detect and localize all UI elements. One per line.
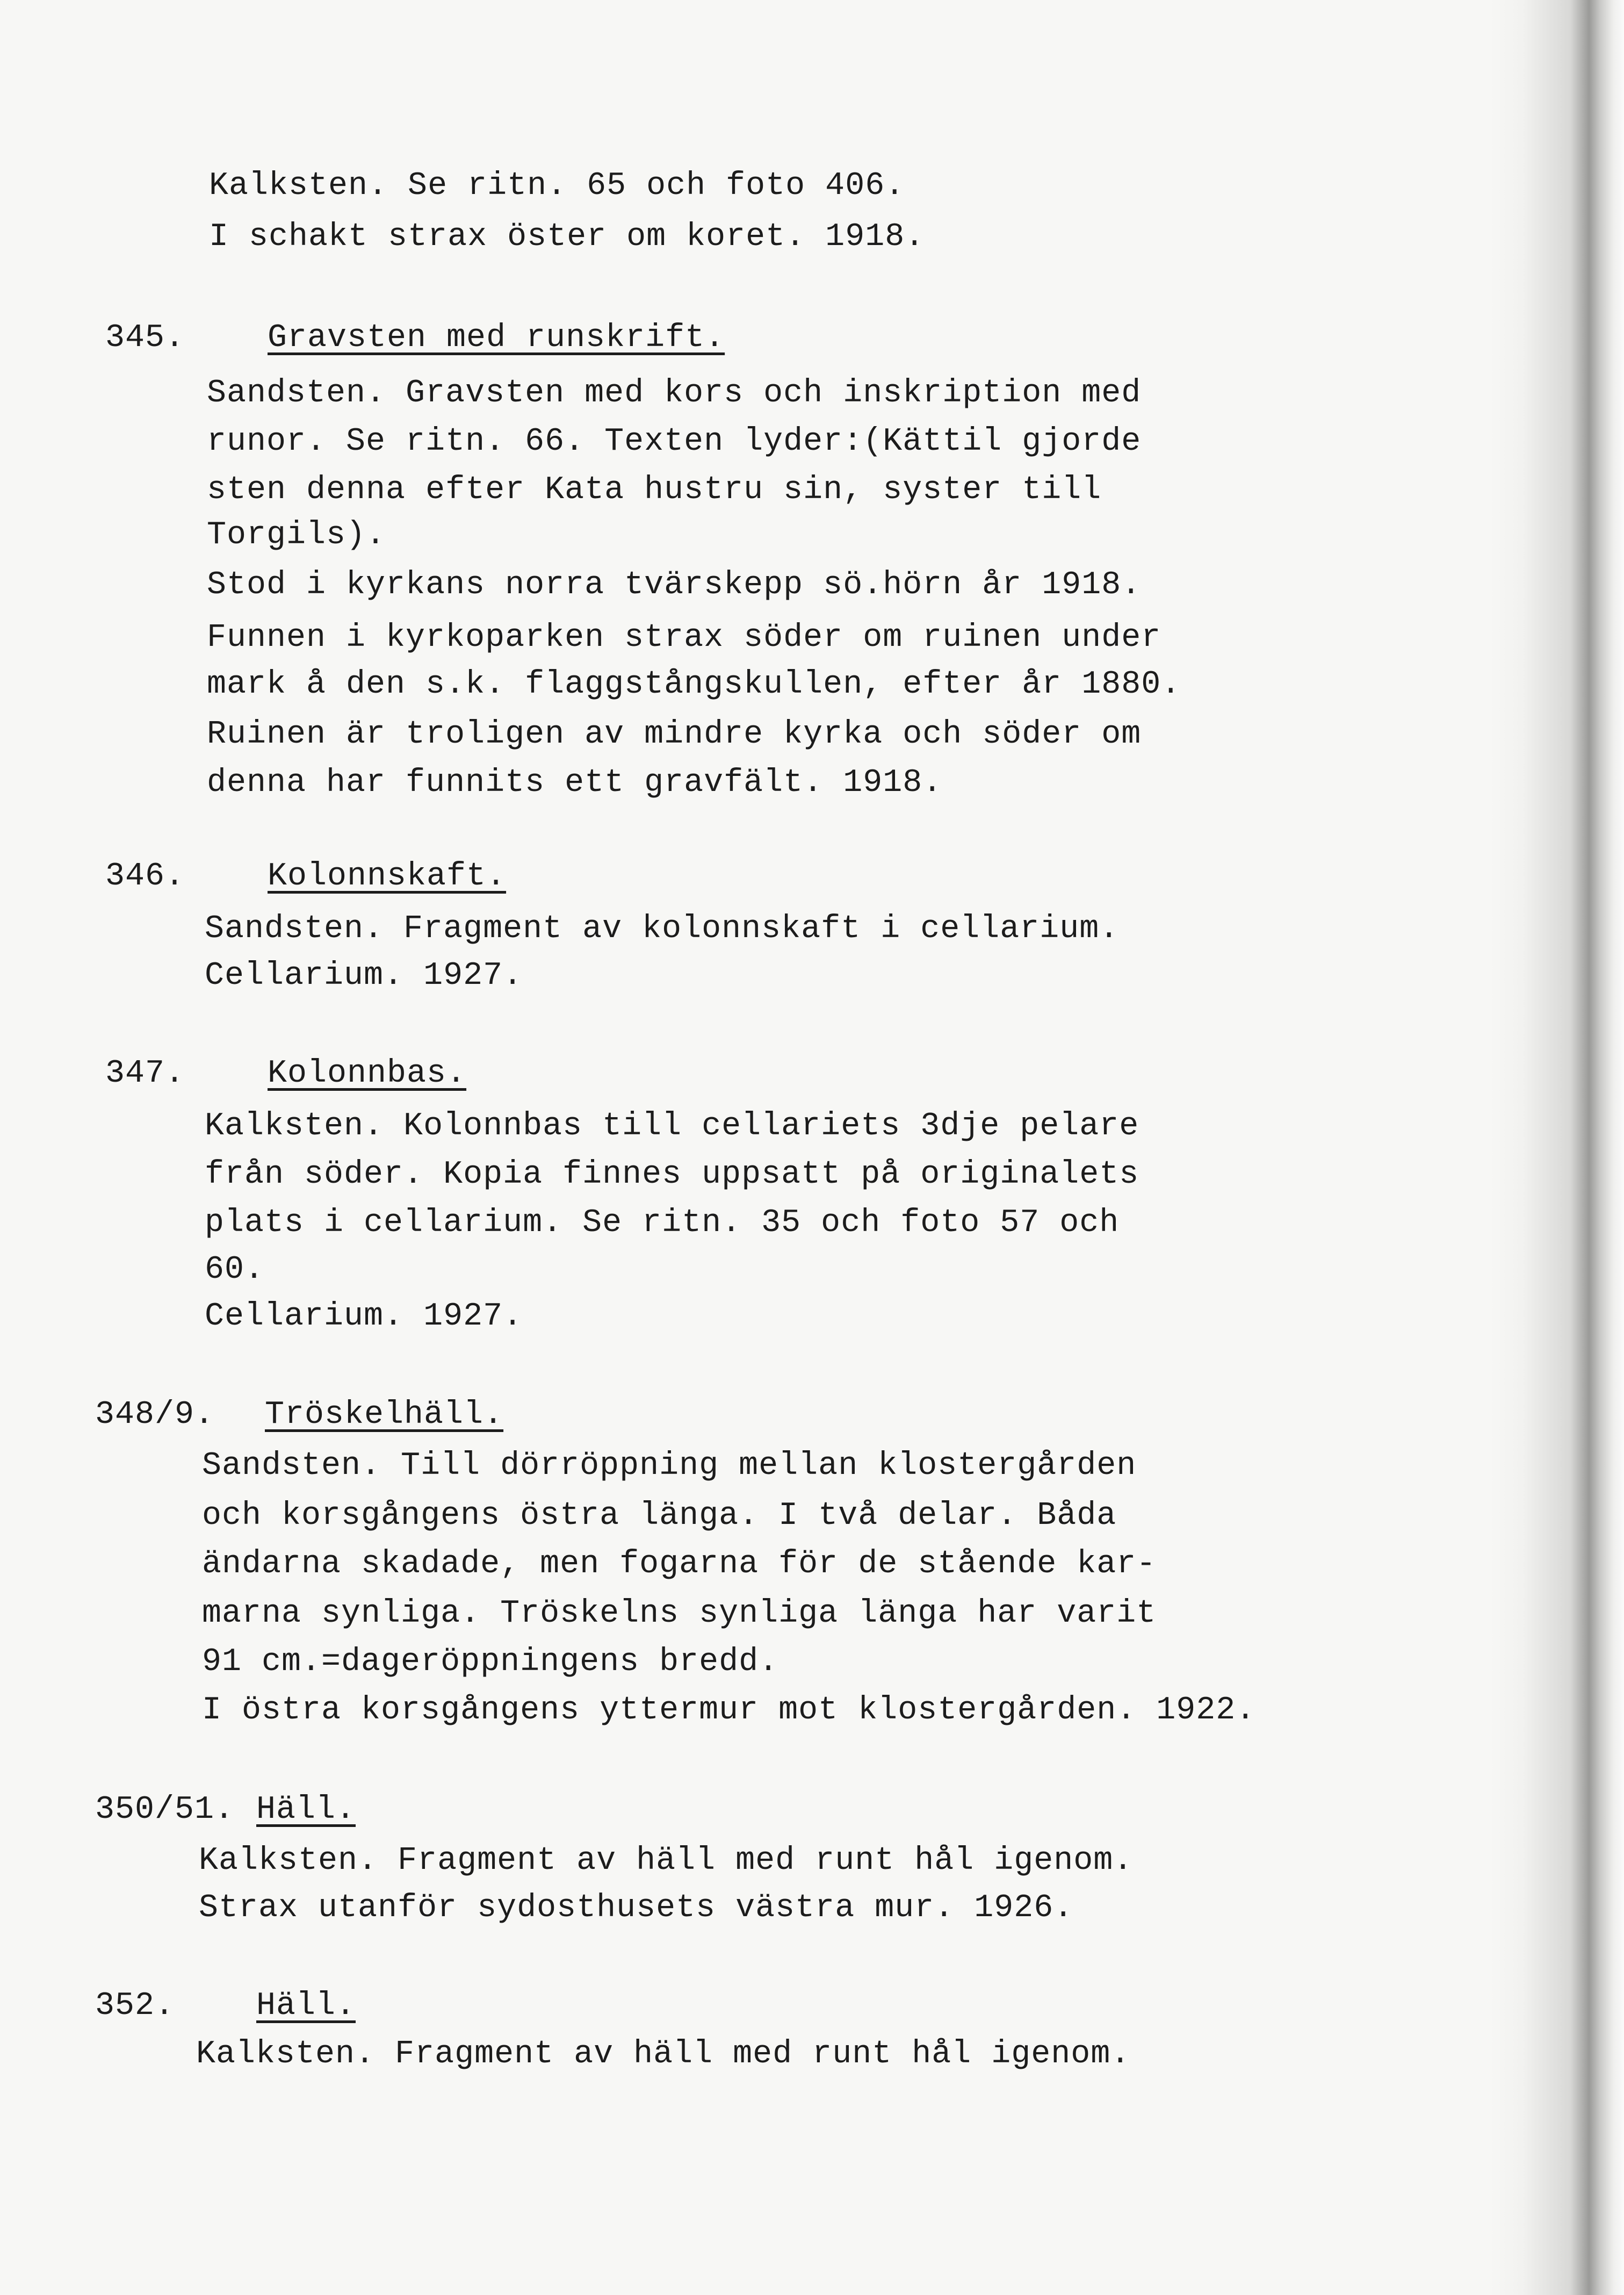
entry-line: från söder. Kopia finnes uppsatt på originalets: [205, 1156, 1139, 1193]
entry-title: Kolonnskaft.: [268, 858, 507, 895]
entry-number: 350/51.: [95, 1792, 235, 1828]
entry-title: Häll.: [256, 1792, 356, 1828]
entry-line: marna synliga. Tröskelns synliga länga har varit: [202, 1595, 1157, 1632]
entry-line: Torgils).: [207, 517, 386, 553]
entry-line: Sandsten. Till dörröppning mellan klostergården: [202, 1448, 1137, 1484]
entry-line: Kalksten. Kolonnbas till cellariets 3dje pelare: [205, 1108, 1139, 1145]
entry-line: sten denna efter Kata hustru sin, syster till: [207, 472, 1102, 508]
entry-line: Ruinen är troligen av mindre kyrka och söder om: [207, 716, 1142, 753]
entry-line: Funnen i kyrkoparken strax söder om ruinen under: [207, 620, 1161, 656]
entry-line: Kalksten. Fragment av häll med runt hål igenom.: [199, 1843, 1134, 1879]
entry-line: Sandsten. Fragment av kolonnskaft i cellarium.: [205, 911, 1120, 947]
entry-line: 91 cm.=dageröppningens bredd.: [202, 1644, 779, 1680]
entry-title: Häll.: [256, 1988, 356, 2024]
entry-line: runor. Se ritn. 66. Texten lyder:(Kättil gjorde: [207, 423, 1142, 460]
entry-line: 60.: [205, 1251, 265, 1288]
entry-line: Kalksten. Fragment av häll med runt hål igenom.: [196, 2036, 1131, 2073]
entry-line: Cellarium. 1927.: [205, 958, 523, 994]
entry-line: I östra korsgångens yttermur mot klostergården. 1922.: [202, 1692, 1256, 1729]
entry-line: mark å den s.k. flaggstångskullen, efter år 1880.: [207, 666, 1181, 703]
entry-line: och korsgångens östra länga. I två delar. Båda: [202, 1498, 1117, 1534]
entry-line: plats i cellarium. Se ritn. 35 och foto 57 och: [205, 1205, 1120, 1241]
entry-number: 348/9.: [95, 1397, 215, 1433]
entry-number: 352.: [95, 1988, 175, 2024]
entry-title: Kolonnbas.: [268, 1055, 467, 1092]
entry-number: 347.: [105, 1055, 185, 1092]
entry-line: ändarna skadade, men fogarna för de stående kar-: [202, 1546, 1157, 1582]
entry-line: denna har funnits ett gravfält. 1918.: [207, 765, 943, 801]
intro-line: Kalksten. Se ritn. 65 och foto 406.: [209, 168, 905, 204]
intro-line: I schakt strax öster om koret. 1918.: [209, 219, 925, 255]
entry-line: Stod i kyrkans norra tvärskepp sö.hörn år 1918.: [207, 567, 1142, 603]
entry-title: Tröskelhäll.: [265, 1397, 504, 1433]
entry-line: Cellarium. 1927.: [205, 1298, 523, 1335]
page-binding-shadow: [1490, 0, 1624, 2295]
entry-title: Gravsten med runskrift.: [268, 320, 725, 356]
entry-number: 346.: [105, 858, 185, 895]
entry-line: Strax utanför sydosthusets västra mur. 1926.: [199, 1890, 1074, 1926]
entry-number: 345.: [105, 320, 185, 356]
entry-line: Sandsten. Gravsten med kors och inskription med: [207, 375, 1142, 412]
